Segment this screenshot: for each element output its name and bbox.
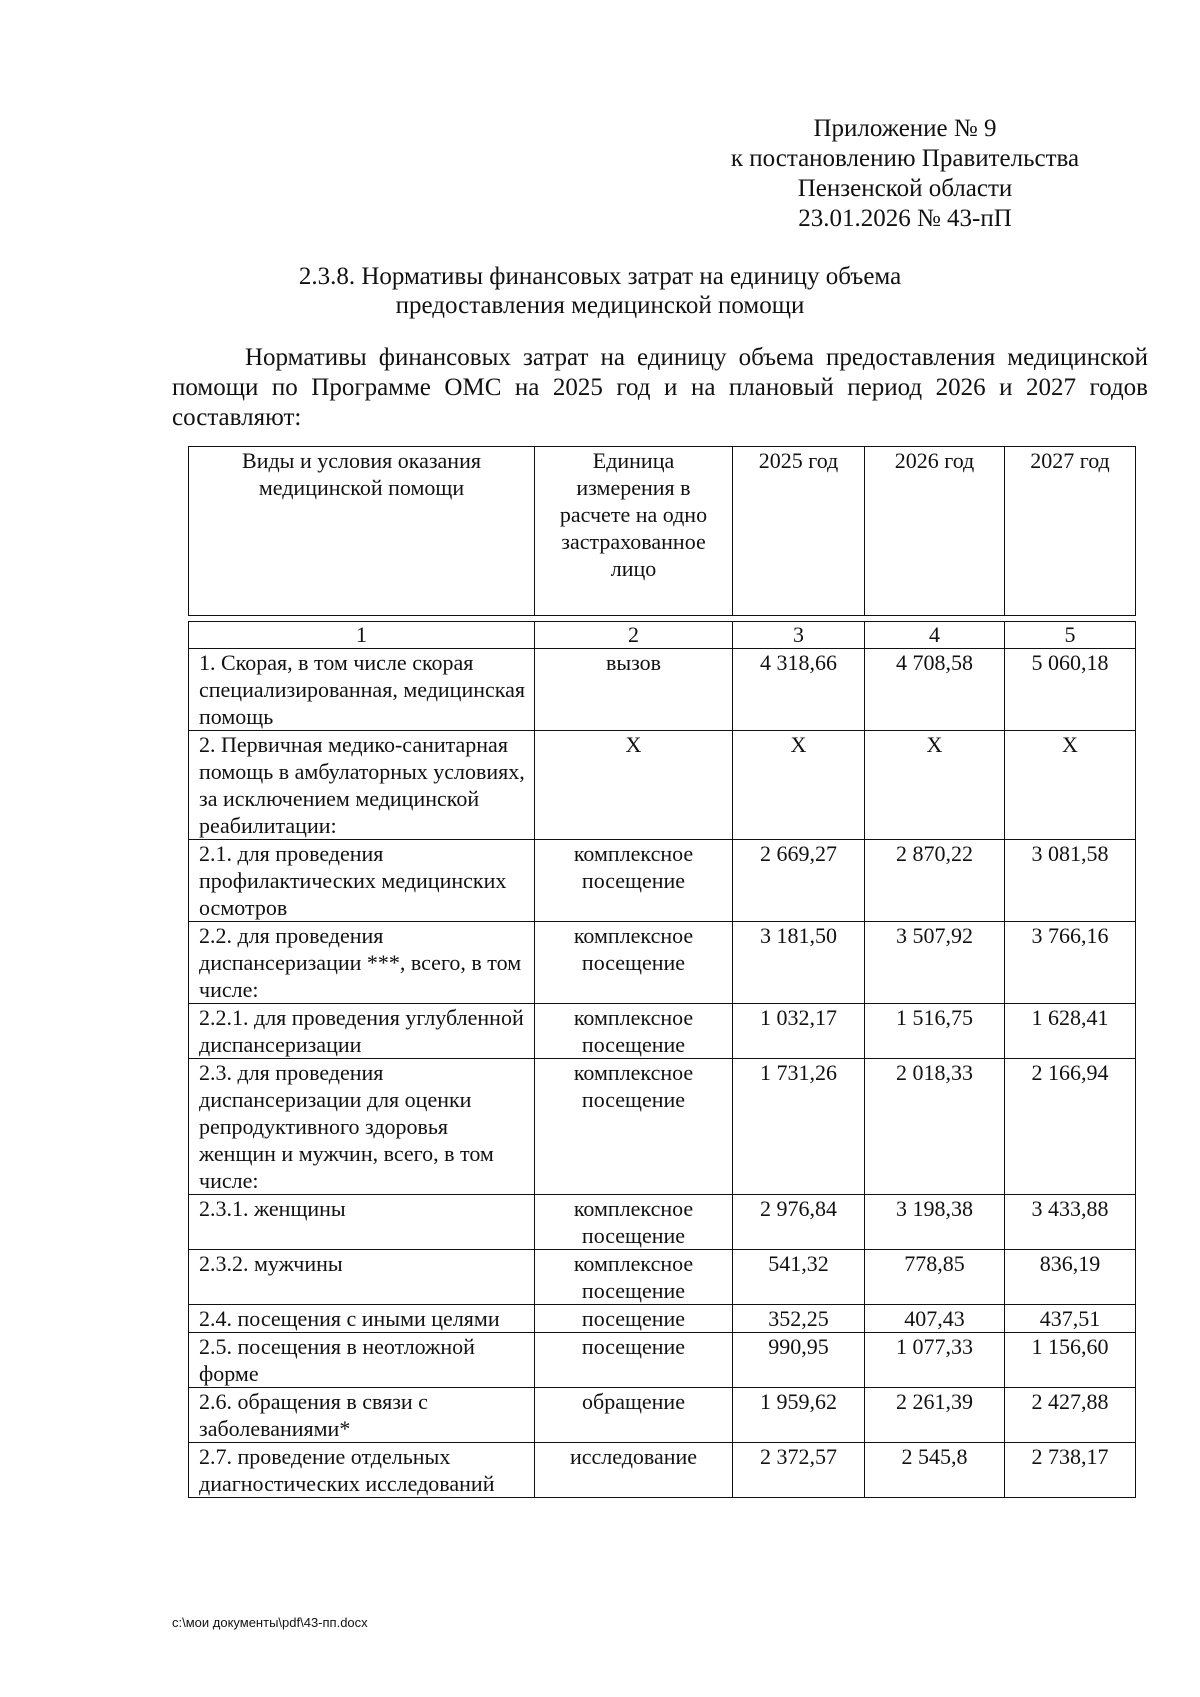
row-value-2025: 352,25: [733, 1305, 865, 1333]
table-row: [189, 922, 1136, 1004]
row-value-2027: 2 738,17: [1005, 1443, 1136, 1498]
row-value-2027: 1 628,41: [1005, 1004, 1136, 1059]
row-unit: посещение: [535, 1333, 733, 1388]
row-unit: комплексное посещение: [535, 922, 733, 1004]
row-value-2026: 2 545,8: [865, 1443, 1005, 1498]
row-value-2025: 1 959,62: [733, 1388, 865, 1443]
annex-block: [690, 114, 1120, 234]
column-number-row: [189, 622, 1136, 649]
table-row: [189, 1333, 1136, 1388]
annex-date-number: 23.01.2026 № 43-пП: [798, 205, 1012, 232]
row-value-2027: 5 060,18: [1005, 649, 1136, 731]
column-number: 4: [865, 622, 1005, 649]
row-value-2027: 3 433,88: [1005, 1195, 1136, 1250]
section-heading-line2: предоставления медицинской помощи: [395, 292, 805, 319]
row-value-2026: 4 708,58: [865, 649, 1005, 731]
row-value-2025: 1 731,26: [733, 1059, 865, 1195]
row-value-2026: 1 077,33: [865, 1333, 1005, 1388]
row-name: 2.6. обращения в связи с заболеваниями*: [189, 1388, 535, 1443]
row-name: 2. Первичная медико-санитарная помощь в амбулаторных условиях, за исключением медицинской реабилитации:: [189, 731, 535, 840]
row-name: 1. Скорая, в том числе скорая специализированная, медицинская помощь: [189, 649, 535, 731]
row-value-2027: 437,51: [1005, 1305, 1136, 1333]
table-header-row: [189, 447, 1136, 616]
row-name: 2.1. для проведения профилактических медицинских осмотров: [189, 840, 535, 922]
row-value-2026: 3 198,38: [865, 1195, 1005, 1250]
row-value-2027: 1 156,60: [1005, 1333, 1136, 1388]
row-value-2025: 1 032,17: [733, 1004, 865, 1059]
row-name: 2.3.1. женщины: [189, 1195, 535, 1250]
row-name: 2.7. проведение отдельных диагностических исследований: [189, 1443, 535, 1498]
annex-reference: к постановлению Правительства: [730, 145, 1080, 172]
file-path-footer: c:\мои документы\pdf\43-пп.docx: [172, 1615, 368, 1630]
section-heading-line1: 2.3.8. Нормативы финансовых затрат на единицу объема: [298, 263, 902, 290]
table-row: [189, 1195, 1136, 1250]
table-row: [189, 1059, 1136, 1195]
row-value-2026: Х: [865, 731, 1005, 840]
row-value-2026: 2 261,39: [865, 1388, 1005, 1443]
row-unit: комплексное посещение: [535, 1195, 733, 1250]
table-row: [189, 731, 1136, 840]
row-value-2026: 3 507,92: [865, 922, 1005, 1004]
row-name: 2.2. для проведения диспансеризации ***, всего, в том числе:: [189, 922, 535, 1004]
row-value-2025: Х: [733, 731, 865, 840]
column-number: 1: [189, 622, 535, 649]
row-unit: Х: [535, 731, 733, 840]
annex-title: Приложение № 9: [813, 115, 997, 142]
row-name: 2.4. посещения с иными целями: [189, 1305, 535, 1333]
header-unit: Единица измерения в расчете на одно застрахованное лицо: [535, 447, 733, 616]
row-value-2026: 2 870,22: [865, 840, 1005, 922]
table-row: [189, 1250, 1136, 1305]
row-unit: обращение: [535, 1388, 733, 1443]
row-value-2025: 2 372,57: [733, 1443, 865, 1498]
header-2025: 2025 год: [733, 447, 865, 616]
row-value-2026: 407,43: [865, 1305, 1005, 1333]
table-row: [189, 1388, 1136, 1443]
table-row: [189, 649, 1136, 731]
row-value-2025: 4 318,66: [733, 649, 865, 731]
header-type-conditions: Виды и условия оказания медицинской помощи: [189, 447, 535, 616]
column-number: 5: [1005, 622, 1136, 649]
intro-paragraph: Нормативы финансовых затрат на единицу объема предоставления медицинской помощи по Программе ОМС на 2025 год и на плановый период 2026 и 2027 годов составляют:: [172, 344, 1148, 431]
row-name: 2.3. для проведения диспансеризации для оценки репродуктивного здоровья женщин и мужчин, всего, в том числе:: [189, 1059, 535, 1195]
row-unit: комплексное посещение: [535, 1250, 733, 1305]
table-row: [189, 1305, 1136, 1333]
row-value-2026: 778,85: [865, 1250, 1005, 1305]
header-2027: 2027 год: [1005, 447, 1136, 616]
row-value-2025: 3 181,50: [733, 922, 865, 1004]
row-value-2025: 2 669,27: [733, 840, 865, 922]
header-2026: 2026 год: [865, 447, 1005, 616]
row-value-2025: 990,95: [733, 1333, 865, 1388]
row-unit: посещение: [535, 1305, 733, 1333]
row-value-2027: 2 166,94: [1005, 1059, 1136, 1195]
row-value-2027: Х: [1005, 731, 1136, 840]
row-value-2025: 2 976,84: [733, 1195, 865, 1250]
row-unit: исследование: [535, 1443, 733, 1498]
row-value-2027: 2 427,88: [1005, 1388, 1136, 1443]
table-row: [189, 1004, 1136, 1059]
row-name: 2.2.1. для проведения углубленной диспансеризации: [189, 1004, 535, 1059]
cost-norms-table: [188, 446, 1136, 1498]
row-value-2027: 3 081,58: [1005, 840, 1136, 922]
annex-region: Пензенской области: [797, 175, 1013, 202]
column-number: 2: [535, 622, 733, 649]
row-unit: комплексное посещение: [535, 1059, 733, 1195]
row-value-2026: 2 018,33: [865, 1059, 1005, 1195]
row-value-2027: 3 766,16: [1005, 922, 1136, 1004]
row-unit: комплексное посещение: [535, 1004, 733, 1059]
row-value-2027: 836,19: [1005, 1250, 1136, 1305]
row-name: 2.3.2. мужчины: [189, 1250, 535, 1305]
section-heading: [170, 262, 1030, 320]
table-row: [189, 1443, 1136, 1498]
row-name: 2.5. посещения в неотложной форме: [189, 1333, 535, 1388]
column-number: 3: [733, 622, 865, 649]
row-value-2025: 541,32: [733, 1250, 865, 1305]
row-unit: комплексное посещение: [535, 840, 733, 922]
row-unit: вызов: [535, 649, 733, 731]
row-value-2026: 1 516,75: [865, 1004, 1005, 1059]
table-row: [189, 840, 1136, 922]
